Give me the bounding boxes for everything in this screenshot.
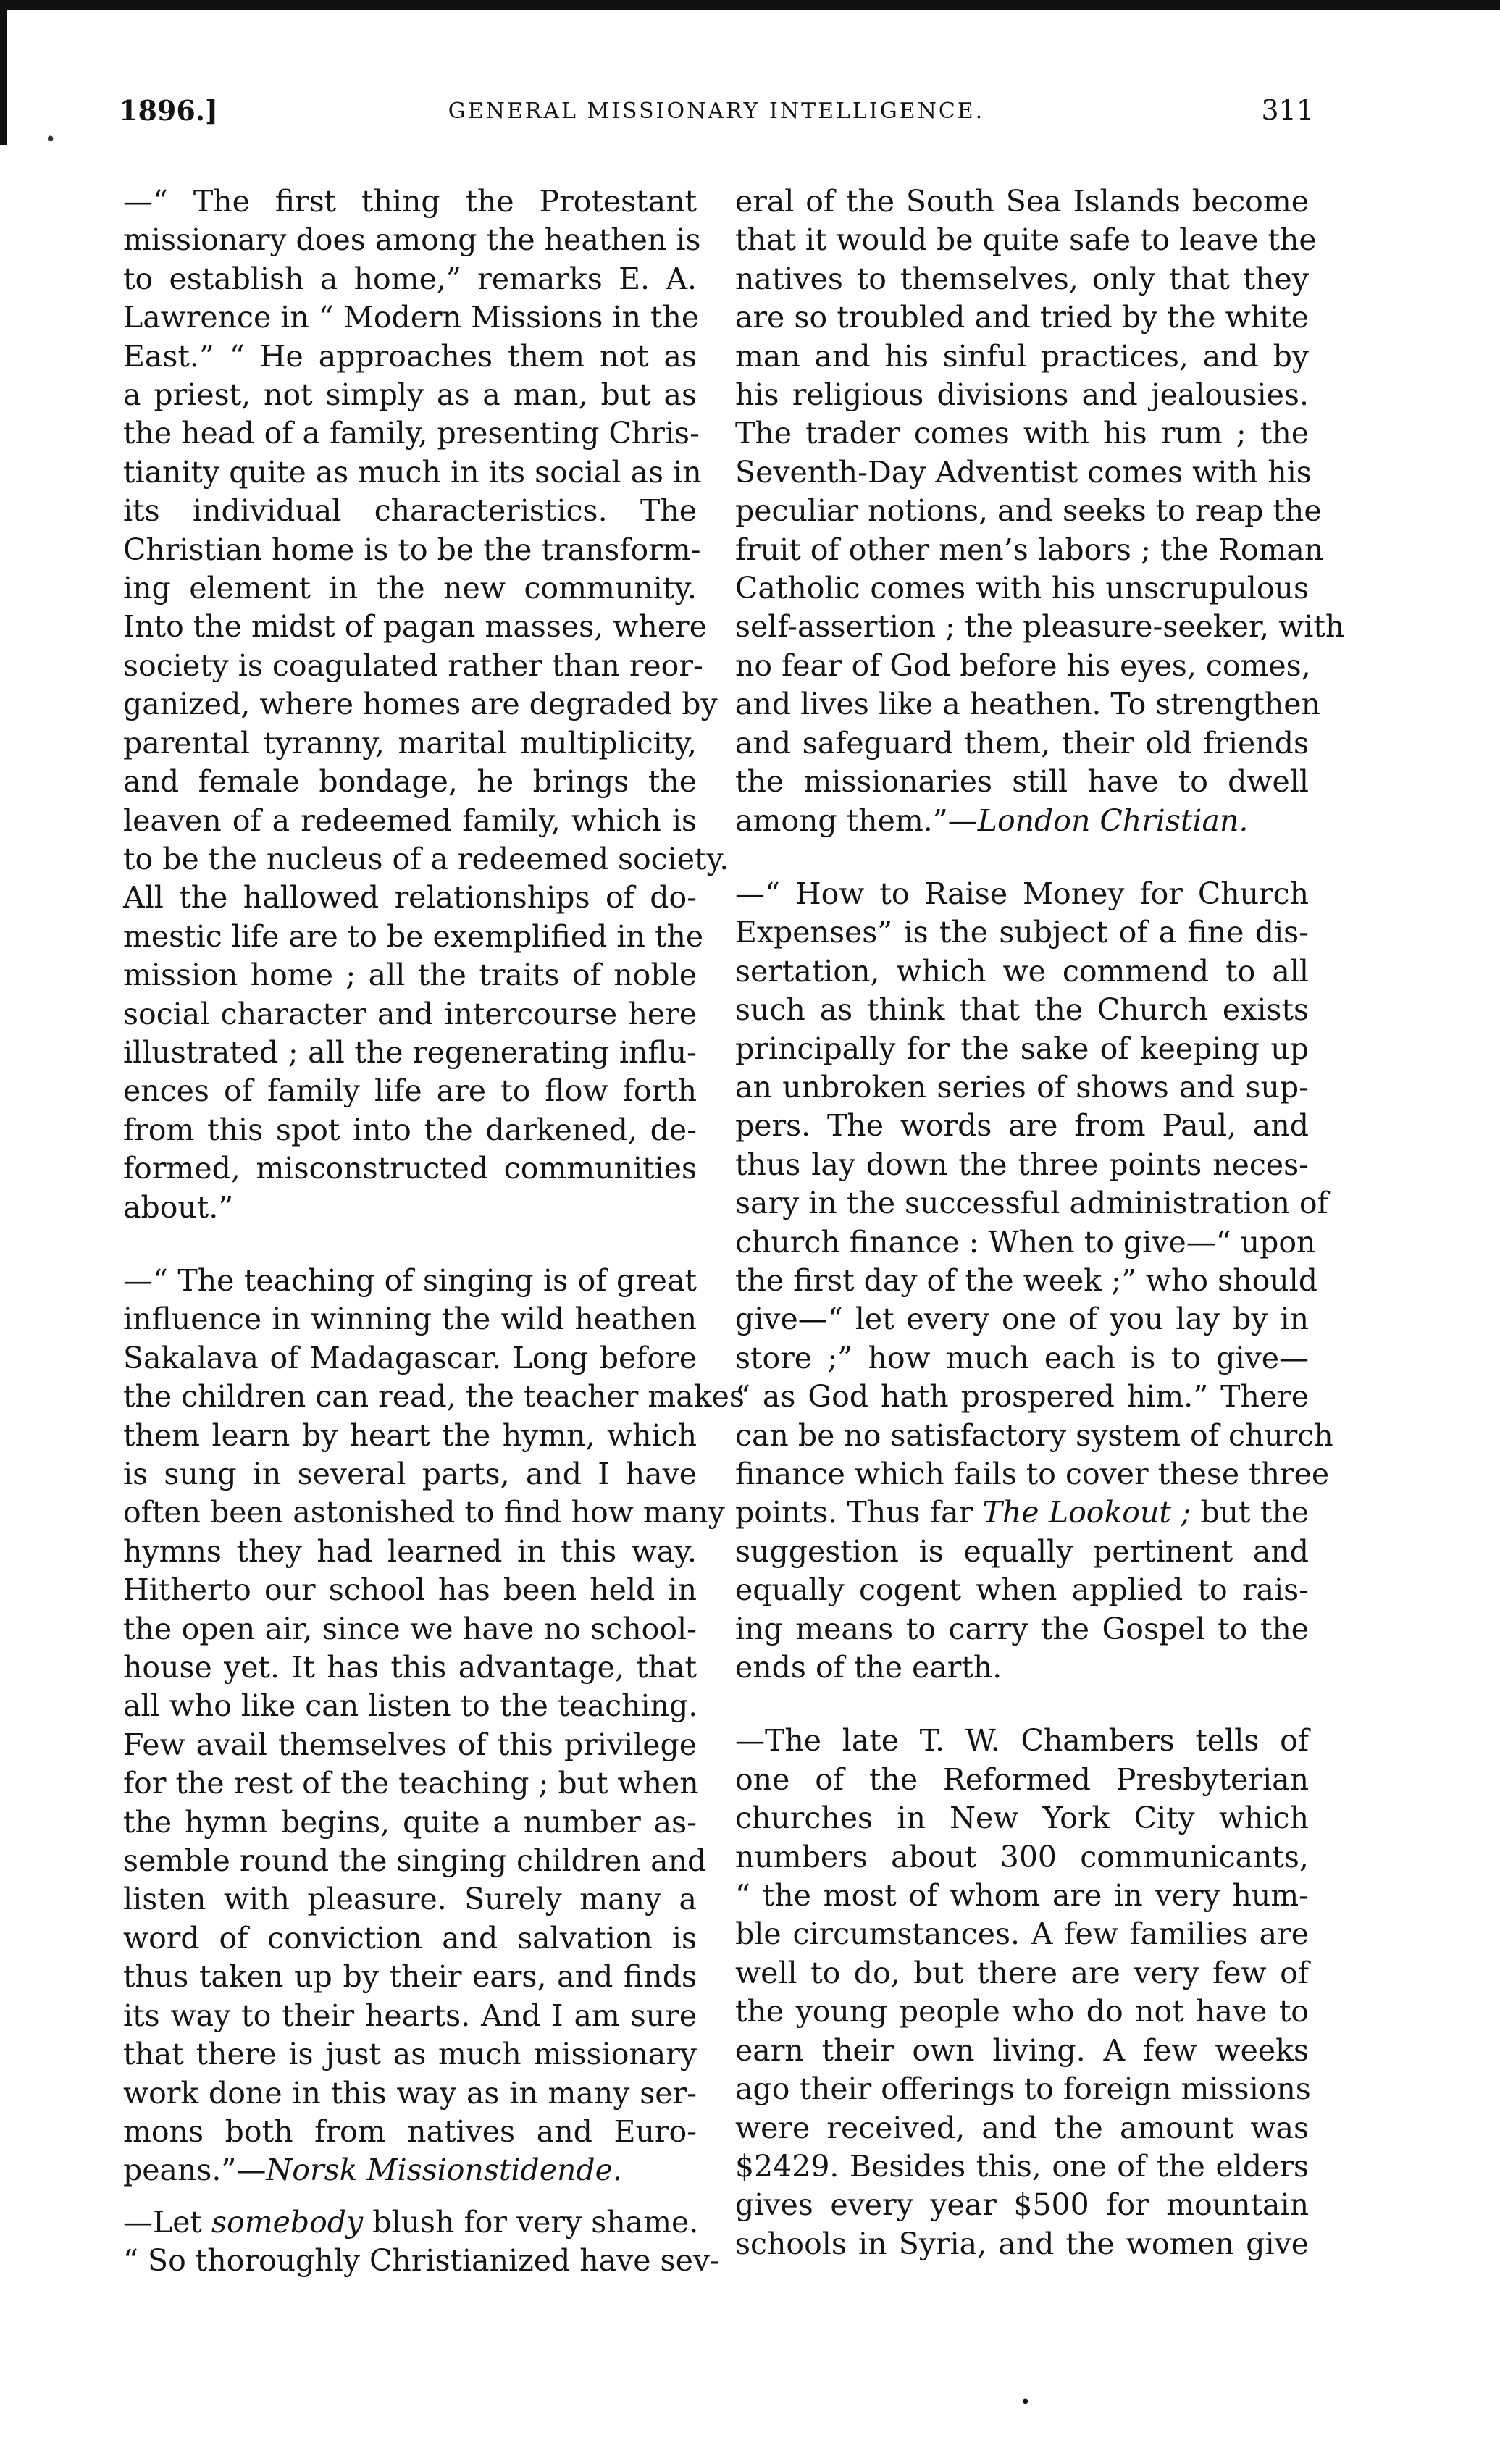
text-line: Few avail themselves of this privilege bbox=[123, 1727, 697, 1762]
text-line: is sung in several parts, and I have bbox=[123, 1457, 697, 1491]
text-line: —The late T. W. Chambers tells of bbox=[735, 1723, 1309, 1759]
text-line: ends of the earth. bbox=[735, 1650, 1002, 1685]
text-line: word of conviction and salvation is bbox=[123, 1920, 697, 1956]
text-line: Lawrence in “ Modern Missions in the bbox=[123, 300, 700, 335]
text-line: ago their offerings to foreign missions bbox=[735, 2071, 1311, 2107]
text-line: mons both from natives and Euro- bbox=[123, 2113, 697, 2149]
paragraph-singing-end bbox=[123, 2151, 697, 2189]
text-line: peculiar notions, and seeks to reap the bbox=[735, 493, 1322, 529]
text-line: points. Thus far The Lookout ; but the bbox=[735, 1495, 1310, 1530]
text-line: man and his sinful practices, and by bbox=[735, 338, 1309, 374]
text-line: finance which fails to cover these three bbox=[735, 1457, 1330, 1491]
text-line: give—“ let every one of you lay by in bbox=[735, 1302, 1309, 1337]
text-line: its way to their hearts. And I am sure bbox=[123, 1998, 697, 2033]
text-line: suggestion is equally pertinent and bbox=[735, 1533, 1309, 1569]
text-line: leaven of a redeemed family, which is bbox=[123, 803, 697, 838]
text-line: fruit of other men’s labors ; the Roman bbox=[735, 532, 1324, 567]
text-line: hymns they had learned in this way. bbox=[123, 1533, 697, 1569]
text-line: an unbroken series of shows and sup- bbox=[735, 1069, 1309, 1105]
text-line: the open air, since we have no school- bbox=[123, 1611, 697, 1646]
page-number: 311 bbox=[1261, 94, 1314, 126]
text-line: ences of family life are to flow forth bbox=[123, 1073, 697, 1109]
text-line: —“ The first thing the Protestant bbox=[123, 184, 697, 219]
text-line: house yet. It has this advantage, that bbox=[123, 1650, 697, 1685]
text-line: his religious divisions and jealousies. bbox=[735, 377, 1309, 413]
paragraph-south-sea-continued bbox=[735, 183, 1345, 802]
text-line: equally cogent when applied to rais- bbox=[735, 1572, 1309, 1608]
text-line: Christian home is to be the transform- bbox=[123, 532, 701, 567]
text-line: pers. The words are from Paul, and bbox=[735, 1108, 1309, 1144]
text-line: $2429. Besides this, one of the elders bbox=[735, 2148, 1309, 2184]
text-line: influence in winning the wild heathen bbox=[123, 1302, 697, 1337]
text-line: one of the Reformed Presbyterian bbox=[735, 1761, 1309, 1797]
text-line: can be no satisfactory system of church bbox=[735, 1417, 1333, 1453]
scan-edge-left bbox=[0, 0, 7, 145]
paragraph-raise-money-end bbox=[735, 1493, 1309, 1532]
text-line: illustrated ; all the regenerating influ- bbox=[123, 1034, 697, 1070]
text-line: gives every year $500 for mountain bbox=[735, 2187, 1309, 2223]
text-line: parental tyranny, marital multiplicity, bbox=[123, 725, 697, 760]
text-line: tianity quite as much in its social as in bbox=[123, 454, 702, 490]
text-line: and lives like a heathen. To strengthen bbox=[735, 687, 1320, 722]
paragraph-raise-money-rest bbox=[735, 1533, 1309, 1688]
text-line: no fear of God before his eyes, comes, bbox=[735, 648, 1311, 683]
source-citation: The Lookout ; bbox=[982, 1495, 1191, 1530]
text-line: the first day of the week ;” who should bbox=[735, 1262, 1318, 1298]
text-line: thus lay down the three points neces- bbox=[735, 1147, 1309, 1182]
text-line: and safeguard them, their old friends bbox=[735, 725, 1309, 760]
text-line: formed, misconstructed communities bbox=[123, 1151, 697, 1186]
scan-edge-top bbox=[0, 0, 1500, 10]
text-line: that there is just as much missionary bbox=[123, 2037, 697, 2072]
text-line: Expenses” is the subject of a fine dis- bbox=[735, 915, 1309, 950]
text-line: the missionaries still have to dwell bbox=[735, 764, 1309, 800]
text-line: missionary does among the heathen is bbox=[123, 222, 701, 258]
text-line: for the rest of the teaching ; but when bbox=[123, 1766, 699, 1801]
text-line: all who like can listen to the teaching. bbox=[123, 1688, 698, 1724]
text-line: principally for the sake of keeping up bbox=[735, 1031, 1309, 1066]
text-line: listen with pleasure. Surely many a bbox=[123, 1882, 697, 1917]
text-line: All the hallowed relationships of do- bbox=[123, 880, 697, 915]
text-line: self-assertion ; the pleasure-seeker, with bbox=[735, 609, 1345, 645]
left-column bbox=[123, 183, 745, 2281]
text-line: “ as God hath prospered him.” There bbox=[735, 1379, 1309, 1415]
paragraph-south-sea-end bbox=[735, 802, 1309, 840]
page-header bbox=[119, 94, 1314, 138]
paragraph-chambers bbox=[735, 1722, 1309, 2263]
text-line: peans.”—Norsk Missionstidende. bbox=[123, 2153, 622, 2188]
text-line: —“ How to Raise Money for Church bbox=[735, 876, 1309, 911]
text-line: thus taken up by their ears, and finds bbox=[123, 1959, 697, 1995]
text-line: such as think that the Church exists bbox=[735, 992, 1309, 1028]
text-line: sary in the successful administration of bbox=[735, 1186, 1328, 1221]
paragraph-blush bbox=[123, 2203, 720, 2281]
text-line: numbers about 300 communicants, bbox=[735, 1839, 1309, 1874]
header-year: 1896.] bbox=[119, 94, 218, 127]
text-line: store ;” how much each is to give— bbox=[735, 1340, 1309, 1375]
text-line: to be the nucleus of a redeemed society. bbox=[123, 841, 729, 876]
text-line: Sakalava of Madagascar. Long before bbox=[123, 1340, 697, 1375]
text-line: mestic life are to be exemplified in the bbox=[123, 918, 704, 954]
paragraph-singing bbox=[123, 1262, 745, 2151]
scan-speck: • bbox=[45, 129, 56, 151]
text-line: the hymn begins, quite a number as- bbox=[123, 1804, 697, 1840]
paragraph-home bbox=[123, 183, 729, 1227]
text-line: its individual characteristics. The bbox=[123, 493, 697, 529]
text-line: East.” “ He approaches them not as bbox=[123, 338, 697, 374]
text-line: the head of a family, presenting Chris- bbox=[123, 416, 700, 451]
text-line: often been astonished to find how many bbox=[123, 1495, 725, 1530]
text-line: ing element in the new community. bbox=[123, 571, 697, 606]
paragraph-raise-money bbox=[735, 875, 1333, 1494]
text-line: —“ The teaching of singing is of great bbox=[123, 1262, 697, 1298]
text-line: social character and intercourse here bbox=[123, 996, 697, 1031]
text-line: to establish a home,” remarks E. A. bbox=[123, 261, 697, 296]
text-line: society is coagulated rather than reor- bbox=[123, 648, 703, 683]
text-line: ble circumstances. A few families are bbox=[735, 1916, 1309, 1952]
scan-speck-bottom: • bbox=[1020, 2392, 1031, 2413]
text-line: “ So thoroughly Christianized have sev- bbox=[123, 2243, 720, 2279]
text-line: sertation, which we commend to all bbox=[735, 953, 1309, 989]
text-line: Catholic comes with his unscrupulous bbox=[735, 571, 1309, 606]
text-line: Seventh-Day Adventist comes with his bbox=[735, 454, 1312, 490]
right-column bbox=[735, 183, 1345, 2263]
text-line: the children can read, the teacher makes bbox=[123, 1379, 745, 1415]
text-line: that it would be quite safe to leave the bbox=[735, 222, 1317, 258]
text-line: work done in this way as in many ser- bbox=[123, 2075, 697, 2111]
text-line: ing means to carry the Gospel to the bbox=[735, 1611, 1309, 1646]
text-line: from this spot into the darkened, de- bbox=[123, 1112, 697, 1147]
text-line: a priest, not simply as a man, but as bbox=[123, 377, 697, 413]
text-line: “ the most of whom are in very hum- bbox=[735, 1878, 1309, 1914]
source-citation: London Christian. bbox=[977, 803, 1249, 838]
text-line: eral of the South Sea Islands become bbox=[735, 184, 1309, 219]
source-citation: Norsk Missionstidende. bbox=[266, 2153, 622, 2188]
header-title: GENERAL MISSIONARY INTELLIGENCE. bbox=[448, 99, 985, 124]
text-line: natives to themselves, only that they bbox=[735, 261, 1309, 296]
text-line: among them.”—London Christian. bbox=[735, 803, 1249, 838]
text-line: mission home ; all the traits of noble bbox=[123, 957, 697, 993]
text-line: semble round the singing children and bbox=[123, 1843, 707, 1879]
text-line: The trader comes with his rum ; the bbox=[735, 416, 1309, 451]
text-line: Hitherto our school has been held in bbox=[123, 1572, 697, 1608]
text-line: —Let somebody blush for very shame. bbox=[123, 2204, 699, 2239]
text-line: them learn by heart the hymn, which bbox=[123, 1417, 697, 1453]
text-line: and female bondage, he brings the bbox=[123, 764, 697, 800]
text-line: Into the midst of pagan masses, where bbox=[123, 609, 707, 645]
text-line: the young people who do not have to bbox=[735, 1994, 1309, 2029]
text-line: were received, and the amount was bbox=[735, 2110, 1309, 2145]
text-line: well to do, but there are very few of bbox=[735, 1955, 1309, 1990]
text-line: ganized, where homes are degraded by bbox=[123, 687, 718, 722]
text-line: schools in Syria, and the women give bbox=[735, 2226, 1309, 2261]
text-line: earn their own living. A few weeks bbox=[735, 2032, 1309, 2068]
text-line: are so troubled and tried by the white bbox=[735, 300, 1309, 335]
text-line: churches in New York City which bbox=[735, 1801, 1309, 1836]
text-line: about.” bbox=[123, 1189, 234, 1225]
text-line: church finance : When to give—“ upon bbox=[735, 1224, 1316, 1260]
